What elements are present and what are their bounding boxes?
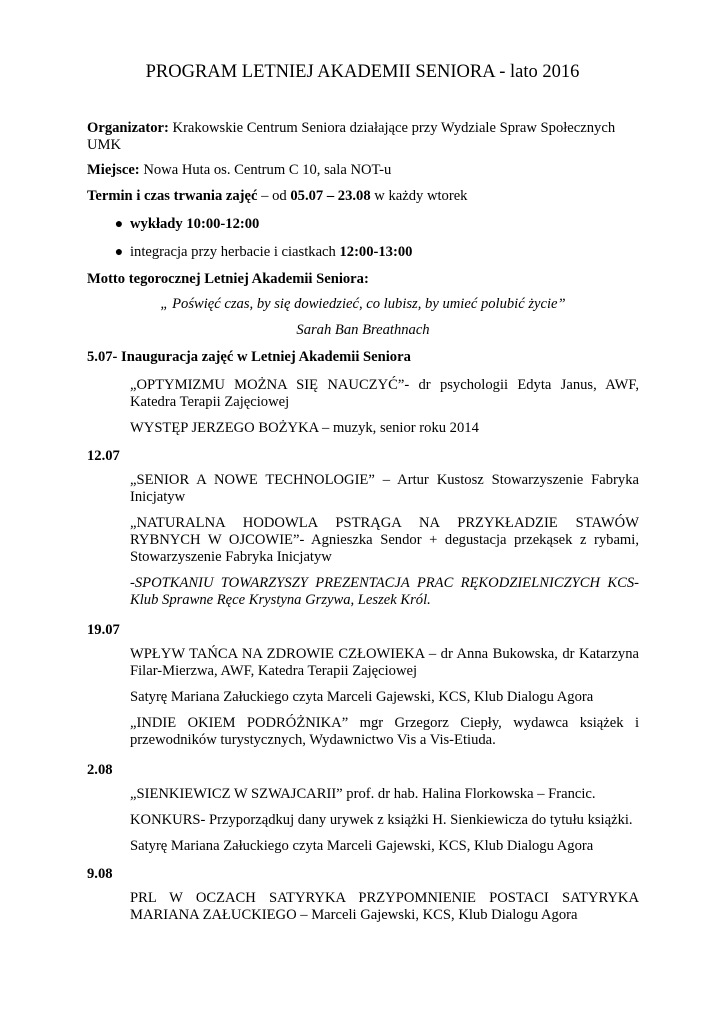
session-item: „OPTYMIZMU MOŻNA SIĘ NAUCZYĆ”- dr psychologii Edyta Janus, AWF, Katedra Terapii Zajęciowej	[130, 377, 639, 410]
term-dates: 05.07 – 23.08	[290, 188, 371, 204]
bullet-icon: ●	[114, 217, 124, 232]
session-item: WYSTĘP JERZEGO BOŻYKA – muzyk, senior roku 2014	[130, 420, 479, 436]
session-item: „SENIOR A NOWE TECHNOLOGIE” – Artur Kustosz Stowarzyszenie Fabryka Inicjatyw	[130, 472, 639, 505]
term-tail: w każdy wtorek	[370, 188, 468, 204]
motto-label: Motto tegorocznej Letniej Akademii Seniora:	[87, 271, 369, 287]
session-date: 2.08	[87, 762, 113, 778]
term-mid: – od	[257, 188, 291, 204]
session-item: Satyrę Mariana Załuckiego czyta Marceli Gajewski, KCS, Klub Dialogu Agora	[130, 838, 594, 854]
document-title: PROGRAM LETNIEJ AKADEMII SENIORA - lato 2016	[145, 62, 580, 82]
session-date: 19.07	[87, 622, 120, 638]
session-item: „SIENKIEWICZ W SZWAJCARII” prof. dr hab. Halina Florkowska – Francic.	[130, 786, 596, 802]
organizer-line	[87, 120, 639, 154]
schedule-lectures: wykłady 10:00-12:00	[130, 216, 260, 232]
schedule-integration-time: 12:00-13:00	[339, 244, 413, 260]
motto-author: Sarah Ban Breathnach	[296, 322, 430, 338]
bullet-icon: ●	[114, 245, 124, 260]
schedule-integration	[130, 244, 639, 261]
session-item: PRL W OCZACH SATYRYKA PRZYPOMNIENIE POSTACI SATYRYKA MARIANA ZAŁUCKIEGO – Marceli Gajewski, KCS, Klub Dialogu Agora	[130, 890, 639, 923]
session-date: 12.07	[87, 448, 120, 464]
session-item: Satyrę Mariana Załuckiego czyta Marceli Gajewski, KCS, Klub Dialogu Agora	[130, 689, 594, 705]
schedule-integration-text: integracja przy herbacie i ciastkach	[130, 244, 340, 260]
session-item: „NATURALNA HODOWLA PSTRĄGA NA PRZYKŁADZIE STAWÓW RYBNYCH W OJCOWIE”- Agnieszka Sendor + degustacja przekąsek z rybami, Stowarzyszenie Fabryka Inicjatyw	[130, 515, 639, 565]
session-item: „INDIE OKIEM PODRÓŻNIKA” mgr Grzegorz Ciepły, wydawca książek i przewodników turystycznych, Wydawnictwo Vis a Vis-Etiuda.	[130, 715, 639, 748]
session-date: 9.08	[87, 866, 113, 882]
term-label: Termin i czas trwania zajęć	[87, 188, 258, 204]
session-item: KONKURS- Przyporządkuj dany urywek z książki H. Sienkiewicza do tytułu książki.	[130, 812, 633, 828]
session-item: -SPOTKANIU TOWARZYSZY PREZENTACJA PRAC RĘKODZIELNICZYCH KCS- Klub Sprawne Ręce Krystyna Grzywa, Leszek Król.	[130, 575, 639, 608]
term-line	[87, 188, 639, 205]
session-date: 5.07- Inauguracja zajęć w Letniej Akademii Seniora	[87, 349, 411, 365]
motto-quote: „ Poświęć czas, by się dowiedzieć, co lubisz, by umieć polubić życie”	[160, 296, 566, 312]
organizer-text: Krakowskie Centrum Seniora działające przy Wydziale Spraw Społecznych UMK	[87, 120, 616, 153]
place-line	[87, 162, 639, 179]
organizer-label: Organizator:	[87, 120, 169, 136]
place-label: Miejsce:	[87, 162, 140, 178]
place-text: Nowa Huta os. Centrum C 10, sala NOT-u	[139, 162, 392, 178]
session-item: WPŁYW TAŃCA NA ZDROWIE CZŁOWIEKA – dr Anna Bukowska, dr Katarzyna Filar-Mierzwa, AWF, Katedra Terapii Zajęciowej	[130, 646, 639, 679]
